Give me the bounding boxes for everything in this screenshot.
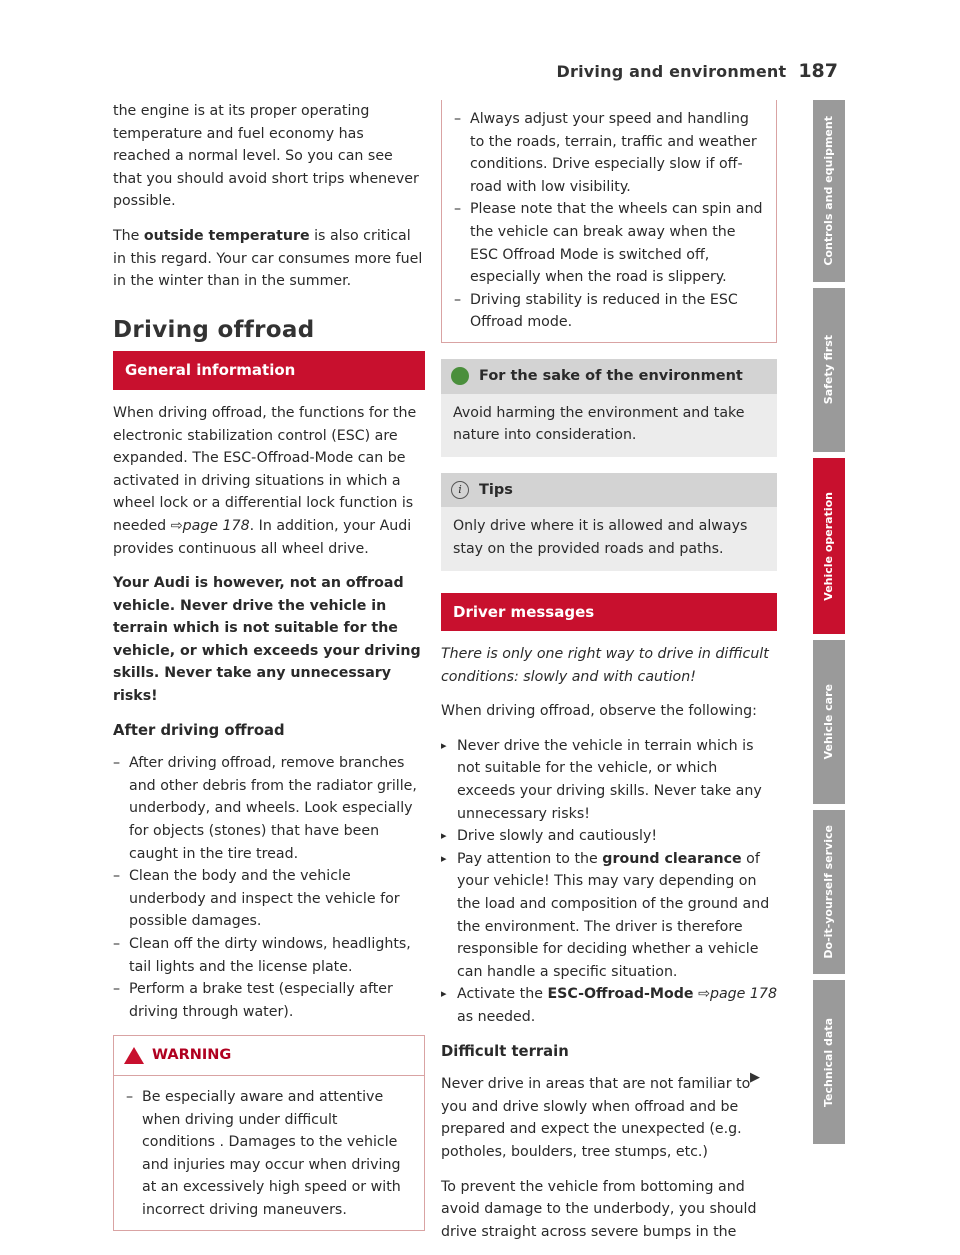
section-title: Driving and environment [556, 62, 787, 81]
temp-post: is also critical in this regard. Your car consumes more fuel in the winter than in the summer. [113, 227, 423, 290]
item4-pre: Activate the [457, 986, 548, 1003]
continue-arrow-icon: ▶ [750, 1070, 760, 1085]
page-number: 187 [798, 60, 838, 82]
intro-italic: There is only one right way to drive in difficult conditions: slowly and with caution! [441, 646, 769, 685]
temperature-paragraph [113, 225, 425, 293]
warning-icon [124, 1047, 144, 1064]
environment-note [441, 359, 777, 457]
list-item: – Always adjust your speed and handling to the roads, terrain, traffic and weather conditions. Drive especially slow if off-road with low visibility. [454, 108, 764, 198]
chapter-tabs [813, 100, 845, 1150]
esc-post: . In addition, your Audi provides continuous all wheel drive. [113, 517, 412, 557]
list-item: ▸ Drive slowly and cautiously! [441, 825, 777, 848]
tab-label: Safety first [822, 335, 835, 405]
observe-paragraph: When driving offroad, observe the following: [441, 703, 757, 720]
warning-header [114, 1036, 424, 1076]
environment-icon [451, 367, 469, 385]
heading-after-driving: After driving offroad [113, 721, 285, 739]
tips-note [441, 473, 777, 571]
environment-header [441, 359, 777, 394]
list-item: ▸ Never drive the vehicle in terrain which is not suitable for the vehicle, or which exceeds your driving skills. Never take any unnecessary risks! [441, 735, 777, 825]
list-item [441, 848, 777, 984]
item3-pre: Pay attention to the [457, 850, 603, 867]
list-item: – Be especially aware and attentive when driving under difficult conditions . Damages to the vehicle and injuries may occur when driving at an excessively high speed or with incorrect driving maneuvers. [126, 1086, 412, 1222]
esc-paragraph [113, 402, 425, 560]
tab-do-it-yourself-service[interactable] [813, 810, 845, 974]
section-bar-general-information: General information [113, 351, 425, 390]
environment-text: Avoid harming the environment and take nature into consideration. [453, 404, 745, 444]
heading-difficult-terrain: Difficult terrain [441, 1042, 569, 1060]
temp-pre: The [113, 227, 144, 244]
list-item [441, 983, 777, 1028]
tips-title: Tips [479, 481, 513, 498]
page-178-link[interactable]: ⇨page 178 [170, 517, 250, 534]
tab-label: Controls and equipment [822, 116, 835, 266]
after-driving-list [113, 752, 425, 1023]
list-item: – Clean the body and the vehicle underbody and inspect the vehicle for possible damages. [113, 865, 425, 933]
tab-label: Technical data [822, 1017, 835, 1107]
list-item: – After driving offroad, remove branches and other debris from the radiator grille, underbody, and wheels. Look especially for objects (stones) that have been caught in the tire tread. [113, 752, 425, 865]
environment-title: For the sake of the environment [479, 367, 743, 384]
list-item: – Driving stability is reduced in the ESC Offroad mode. [454, 289, 764, 334]
difficult-paragraph-2: To prevent the vehicle from bottoming and avoid damage to the underbody, you should drive straight across severe bumps in the [441, 1178, 757, 1240]
warning-title: WARNING [152, 1047, 232, 1064]
tab-label: Do-it-yourself service [822, 825, 835, 959]
tab-technical-data[interactable] [813, 980, 845, 1144]
item3-post: of your vehicle! This may vary depending on the load and composition of the ground and the environment. The driver is therefore responsible for deciding whether a vehicle can handle a specific situation. [457, 850, 770, 980]
tab-label: Vehicle operation [822, 491, 835, 601]
heading-driving-offroad: Driving offroad [113, 316, 315, 343]
item3-bold: ground clearance [602, 850, 742, 867]
list-item: – Clean off the dirty windows, headlights, tail lights and the license plate. [113, 933, 425, 978]
difficult-paragraph-1: Never drive in areas that are not familiar to you and drive slowly when offroad and be prepared and expect the unexpected (e.g. potholes, boulders, tree stumps, etc.) [441, 1076, 751, 1160]
item4-bold: ESC-Offroad-Mode [547, 986, 694, 1003]
observe-list [441, 735, 777, 1029]
list-item: – Perform a brake test (especially after driving through water). [113, 978, 425, 1023]
tab-safety-first[interactable] [813, 288, 845, 452]
info-icon: i [451, 481, 469, 499]
warning-box-continued [441, 100, 777, 343]
tab-vehicle-operation[interactable] [813, 458, 845, 634]
left-column [113, 100, 425, 1247]
section-bar-driver-messages: Driver messages [441, 593, 777, 632]
list-item: – Please note that the wheels can spin and the vehicle can break away when the ESC Offroad Mode is switched off, especially when the road is slippery. [454, 198, 764, 288]
tab-label: Vehicle care [822, 684, 835, 760]
intro-paragraph: the engine is at its proper operating temperature and fuel economy has reached a normal level. So you can see that you should avoid short trips whenever possible. [113, 103, 419, 210]
tips-header [441, 473, 777, 508]
page-178-link-2[interactable]: ⇨page 178 [698, 986, 777, 1003]
tab-controls-and-equipment[interactable] [813, 100, 845, 282]
warning-continued-list [442, 100, 776, 342]
temp-bold: outside temperature [143, 227, 310, 244]
item4-post: as needed. [457, 1009, 536, 1025]
right-column [441, 100, 777, 1255]
warning-list [114, 1076, 424, 1230]
esc-pre: When driving offroad, the functions for the electronic stabilization control (ESC) are expanded. The ESC-Offroad-Mode can be activated in driving situations in which a wheel lock or a differential lock function is needed [113, 404, 417, 534]
offroad-warning-paragraph: Your Audi is however, not an offroad vehicle. Never drive the vehicle in terrain which is not suitable for the vehicle, or which exceeds your driving skills. Never take any unnecessary risks! [113, 575, 421, 705]
warning-box [113, 1035, 425, 1230]
tab-vehicle-care[interactable] [813, 640, 845, 804]
page-header [520, 60, 838, 82]
tips-text: Only drive where it is allowed and always stay on the provided roads and paths. [453, 518, 748, 557]
